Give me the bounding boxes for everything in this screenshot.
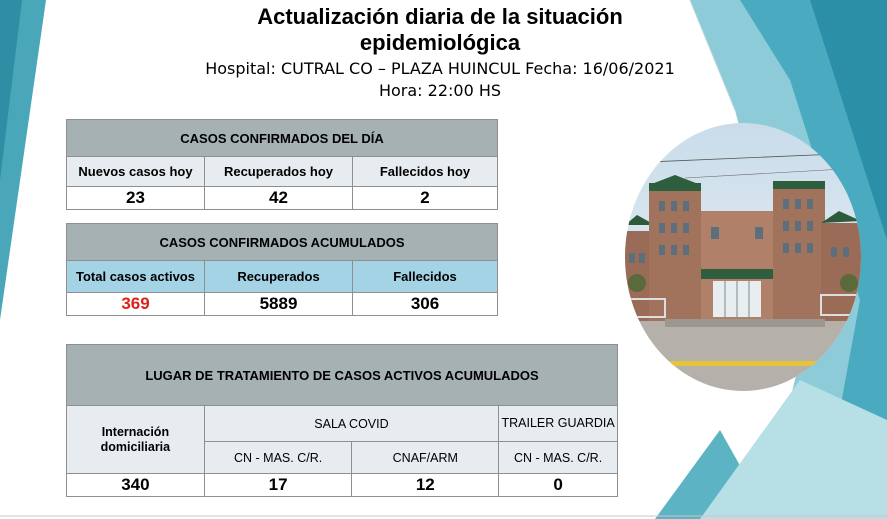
home-care-value: 340	[67, 474, 205, 497]
daily-cases-table	[66, 119, 498, 210]
cumulative-cases-table	[66, 223, 498, 316]
sala-cnaf-value: 12	[352, 474, 499, 497]
trailer-guardia-label: TRAILER GUARDIA	[499, 406, 618, 442]
recovered-today-value: 42	[205, 187, 353, 210]
active-cases-value: 369	[67, 293, 205, 316]
home-care-label: Internación domiciliaria	[67, 406, 205, 474]
hospital-building-photo	[625, 123, 861, 391]
treatment-place-table	[66, 344, 618, 497]
sala-cn-label: CN - MAS. C/R.	[204, 442, 352, 474]
title-line-1: Actualización diaria de la situación	[257, 4, 623, 29]
hospital-date-line: Hospital: CUTRAL CO – PLAZA HUINCUL Fecha: 16/06/2021	[205, 59, 675, 78]
hour-line: Hora: 22:00 HS	[378, 81, 502, 100]
new-cases-value: 23	[67, 187, 205, 210]
trailer-cn-label: CN - MAS. C/R.	[499, 442, 618, 474]
recovered-today-label: Recuperados hoy	[205, 157, 353, 187]
deceased-today-value: 2	[353, 187, 498, 210]
cumulative-table-title: CASOS CONFIRMADOS ACUMULADOS	[67, 224, 498, 261]
deceased-total-value: 306	[353, 293, 498, 316]
title-block	[160, 4, 720, 102]
deceased-total-label: Fallecidos	[353, 261, 498, 293]
trailer-cn-value: 0	[499, 474, 618, 497]
sala-cn-value: 17	[204, 474, 352, 497]
deceased-today-label: Fallecidos hoy	[353, 157, 498, 187]
sala-covid-label: SALA COVID	[204, 406, 498, 442]
treatment-table-title: LUGAR DE TRATAMIENTO DE CASOS ACTIVOS ACUMULADOS	[67, 345, 618, 406]
title-line-2: epidemiológica	[359, 30, 521, 55]
active-cases-label: Total casos activos	[67, 261, 205, 293]
recovered-total-label: Recuperados	[205, 261, 353, 293]
recovered-total-value: 5889	[205, 293, 353, 316]
daily-table-title: CASOS CONFIRMADOS DEL DÍA	[67, 120, 498, 157]
sala-cnaf-label: CNAF/ARM	[352, 442, 499, 474]
new-cases-label: Nuevos casos hoy	[67, 157, 205, 187]
